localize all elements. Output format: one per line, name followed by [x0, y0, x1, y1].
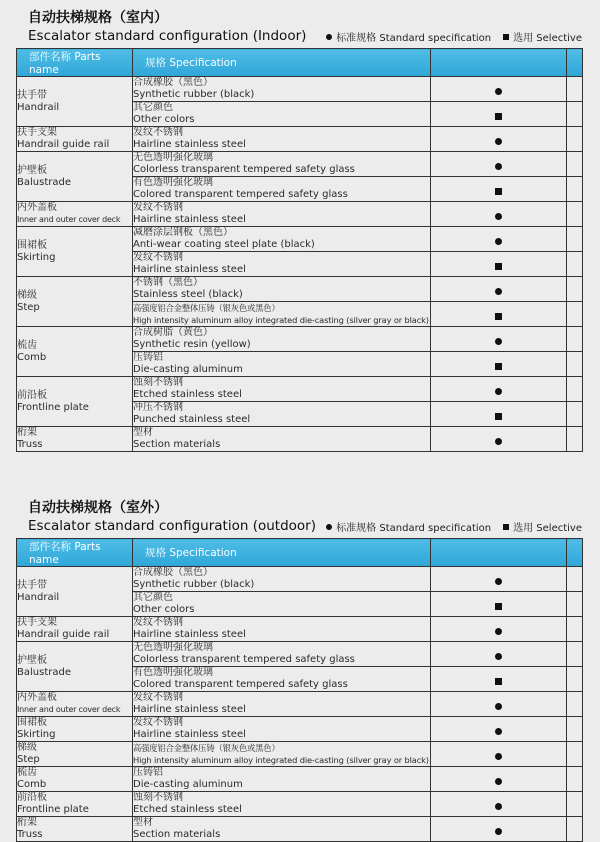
blank-header: [567, 539, 583, 567]
spec-en: High intensity aluminum alloy integrated die-casting (silver gray or black): [133, 755, 429, 765]
part-name-en: Balustrade: [17, 176, 71, 188]
selective-square-icon: [503, 34, 509, 40]
blank-cell: [567, 102, 583, 127]
spec-cn: 蚀刻不锈钢: [133, 792, 183, 803]
spec-en: High intensity aluminum alloy integrated die-casting (silver gray or black): [133, 315, 429, 325]
spec-cell: [133, 102, 431, 127]
outdoor-spec-table: [16, 538, 583, 842]
part-name-cell: [17, 817, 133, 842]
table-row: [17, 567, 583, 592]
mark-cell: [431, 252, 567, 277]
mark-cell: [431, 77, 567, 102]
legend-selective-label: 选用 Selective: [513, 33, 582, 44]
spec-cn: 发纹不锈钢: [133, 202, 183, 213]
mark-cell: [431, 692, 567, 717]
part-name-cell: [17, 377, 133, 427]
part-name-en: Truss: [17, 829, 43, 840]
selective-square-icon: [495, 603, 502, 610]
spec-cn: 高强度铝合金整体压铸（银灰色或黑色）: [133, 303, 280, 313]
part-name-cn: 扶手支架: [17, 127, 57, 138]
spec-en: Other colors: [133, 114, 195, 125]
spec-cell: [133, 177, 431, 202]
part-name-en: Truss: [17, 439, 43, 450]
part-name-cell: [17, 127, 133, 152]
standard-dot-icon: [495, 163, 502, 170]
mark-cell: [431, 427, 567, 452]
spec-en: Synthetic rubber (black): [133, 579, 255, 590]
blank-cell: [567, 252, 583, 277]
mark-cell: [431, 127, 567, 152]
indoor-spec-table: [16, 48, 583, 452]
blank-cell: [567, 767, 583, 792]
part-name-en: Inner and outer cover deck: [17, 215, 121, 224]
blank-cell: [567, 667, 583, 692]
part-name-cell: [17, 717, 133, 742]
indoor-title-en: Escalator standard configuration (Indoor): [28, 28, 307, 44]
blank-cell: [567, 202, 583, 227]
spec-cell: [133, 152, 431, 177]
spec-cell: [133, 692, 431, 717]
spec-en: Colored transparent tempered safety glass: [133, 189, 348, 200]
blank-cell: [567, 77, 583, 102]
selective-square-icon: [495, 263, 502, 270]
spec-cn: 压铸铝: [133, 767, 163, 778]
part-name-cell: [17, 567, 133, 617]
part-name-cell: [17, 767, 133, 792]
standard-dot-icon: [495, 288, 502, 295]
standard-dot-icon: [495, 213, 502, 220]
spec-cn: 减磨涂层钢板（黑色）: [133, 227, 233, 238]
selective-square-icon: [495, 413, 502, 420]
spec-cell: [133, 617, 431, 642]
selective-square-icon: [495, 678, 502, 685]
mark-cell: [431, 302, 567, 327]
spec-cn: 合成橡胶（黑色）: [133, 77, 213, 88]
mark-cell: [431, 377, 567, 402]
spec-en: Hairline stainless steel: [133, 704, 246, 715]
standard-dot-icon: [326, 34, 332, 40]
blank-cell: [567, 177, 583, 202]
spec-cell: [133, 642, 431, 667]
mark-cell: [431, 642, 567, 667]
spec-cell: [133, 717, 431, 742]
spec-en: Synthetic rubber (black): [133, 89, 255, 100]
part-name-cell: [17, 692, 133, 717]
spec-cn: 发纹不锈钢: [133, 717, 183, 728]
standard-dot-icon: [495, 578, 502, 585]
spec-cn: 型材: [133, 817, 153, 828]
part-name-en: Inner and outer cover deck: [17, 705, 121, 714]
table-row: [17, 792, 583, 817]
spec-cell: [133, 427, 431, 452]
blank-cell: [567, 427, 583, 452]
table-row: [17, 617, 583, 642]
mark-cell: [431, 792, 567, 817]
specification-header: 规格 Specification: [133, 539, 431, 567]
spec-cell: [133, 327, 431, 352]
spec-cn: 发纹不锈钢: [133, 617, 183, 628]
spec-en: Hairline stainless steel: [133, 629, 246, 640]
part-name-en: Skirting: [17, 251, 56, 263]
blank-cell: [567, 742, 583, 767]
part-name-cn: 扶手带: [17, 89, 47, 101]
spec-cell: [133, 592, 431, 617]
table-row: [17, 327, 583, 352]
spec-cn: 高强度铝合金整体压铸（银灰色或黑色）: [133, 743, 280, 753]
parts-name-header: 部件名称 Parts name: [17, 539, 133, 567]
standard-dot-icon: [495, 338, 502, 345]
spec-en: Punched stainless steel: [133, 414, 251, 425]
spec-cn: 蚀刻不锈钢: [133, 377, 183, 388]
legend-standard-label: 标准规格 Standard specification: [336, 33, 492, 44]
blank-cell: [567, 617, 583, 642]
part-name-cn: 前沿板: [17, 389, 47, 401]
spec-cn: 冲压不锈钢: [133, 402, 183, 413]
part-name-cn: 围裙板: [17, 717, 47, 728]
standard-dot-icon: [495, 628, 502, 635]
part-name-en: Handrail: [17, 591, 60, 603]
spec-en: Section materials: [133, 439, 221, 450]
part-name-cn: 前沿板: [17, 792, 47, 803]
blank-cell: [567, 817, 583, 842]
spec-cell: [133, 402, 431, 427]
blank-cell: [567, 692, 583, 717]
outdoor-title-en: Escalator standard configuration (outdoor): [28, 518, 316, 534]
blank-cell: [567, 792, 583, 817]
part-name-cn: 梯级: [17, 289, 37, 301]
spec-cn: 型材: [133, 427, 153, 438]
spec-cell: [133, 127, 431, 152]
mark-cell: [431, 152, 567, 177]
standard-dot-icon: [495, 438, 502, 445]
blank-header: [567, 49, 583, 77]
part-name-cell: [17, 327, 133, 377]
part-name-en: Balustrade: [17, 666, 71, 678]
spec-cell: [133, 252, 431, 277]
spec-cell: [133, 377, 431, 402]
spec-en: Section materials: [133, 829, 221, 840]
spec-cn: 无色透明强化玻璃: [133, 642, 213, 653]
blank-cell: [567, 302, 583, 327]
part-name-en: Comb: [17, 351, 47, 363]
mark-cell: [431, 352, 567, 377]
standard-dot-icon: [495, 388, 502, 395]
table-row: [17, 127, 583, 152]
blank-cell: [567, 352, 583, 377]
mark-header: [431, 49, 567, 77]
selective-square-icon: [495, 363, 502, 370]
part-name-en: Skirting: [17, 729, 56, 740]
part-name-en: Handrail guide rail: [17, 139, 110, 150]
part-name-cn: 梳齿: [17, 339, 37, 351]
spec-en: Anti-wear coating steel plate (black): [133, 239, 315, 250]
mark-cell: [431, 402, 567, 427]
part-name-cell: [17, 792, 133, 817]
spec-cn: 有色透明强化玻璃: [133, 667, 213, 678]
table-row: [17, 77, 583, 102]
spec-cell: [133, 767, 431, 792]
standard-dot-icon: [495, 753, 502, 760]
spec-cell: [133, 667, 431, 692]
part-name-en: Step: [17, 301, 40, 313]
spec-en: Etched stainless steel: [133, 389, 242, 400]
mark-cell: [431, 202, 567, 227]
part-name-en: Frontline plate: [17, 401, 89, 413]
part-name-en: Handrail: [17, 101, 60, 113]
spec-en: Stainless steel (black): [133, 289, 243, 300]
spec-en: Die-casting aluminum: [133, 364, 243, 375]
part-name-en: Comb: [17, 779, 47, 790]
table-row: [17, 642, 583, 667]
part-name-cell: [17, 152, 133, 202]
part-name-cn: 扶手支架: [17, 617, 57, 628]
part-name-cn: 内外盖板: [17, 202, 57, 213]
mark-cell: [431, 742, 567, 767]
mark-cell: [431, 617, 567, 642]
table-row: [17, 427, 583, 452]
part-name-cn: 护壁板: [17, 164, 47, 176]
standard-dot-icon: [495, 828, 502, 835]
blank-cell: [567, 717, 583, 742]
table-row: [17, 202, 583, 227]
indoor-title-cn: 自动扶梯规格（室内）: [28, 10, 168, 26]
part-name-cell: [17, 227, 133, 277]
spec-cell: [133, 77, 431, 102]
mark-cell: [431, 177, 567, 202]
selective-square-icon: [495, 113, 502, 120]
standard-dot-icon: [495, 88, 502, 95]
legend-selective-label: 选用 Selective: [513, 523, 582, 534]
table-row: [17, 742, 583, 767]
mark-cell: [431, 717, 567, 742]
spec-cell: [133, 567, 431, 592]
blank-cell: [567, 592, 583, 617]
part-name-en: Step: [17, 754, 40, 765]
standard-dot-icon: [495, 803, 502, 810]
spec-cell: [133, 352, 431, 377]
blank-cell: [567, 402, 583, 427]
specification-header: 规格 Specification: [133, 49, 431, 77]
table-row: [17, 277, 583, 302]
table-row: [17, 767, 583, 792]
table-row: [17, 692, 583, 717]
standard-dot-icon: [495, 703, 502, 710]
blank-cell: [567, 127, 583, 152]
spec-cell: [133, 277, 431, 302]
mark-cell: [431, 327, 567, 352]
blank-cell: [567, 377, 583, 402]
part-name-cell: [17, 77, 133, 127]
outdoor-section: [16, 500, 582, 842]
spec-en: Die-casting aluminum: [133, 779, 243, 790]
part-name-cn: 围裙板: [17, 239, 47, 251]
blank-cell: [567, 327, 583, 352]
part-name-cell: [17, 277, 133, 327]
mark-cell: [431, 567, 567, 592]
standard-dot-icon: [495, 728, 502, 735]
selective-square-icon: [495, 313, 502, 320]
spec-cn: 无色透明强化玻璃: [133, 152, 213, 163]
table-row: [17, 152, 583, 177]
part-name-cell: [17, 427, 133, 452]
part-name-cn: 护壁板: [17, 654, 47, 666]
standard-dot-icon: [495, 138, 502, 145]
indoor-section: [16, 10, 582, 452]
part-name-cn: 梳齿: [17, 767, 37, 778]
table-row: [17, 817, 583, 842]
part-name-cell: [17, 617, 133, 642]
spec-cn: 有色透明强化玻璃: [133, 177, 213, 188]
part-name-cell: [17, 642, 133, 692]
parts-name-header: 部件名称 Parts name: [17, 49, 133, 77]
spec-cn: 合成橡胶（黑色）: [133, 567, 213, 578]
part-name-en: Handrail guide rail: [17, 629, 110, 640]
spec-cn: 其它颜色: [133, 592, 173, 603]
spec-cn: 压铸铝: [133, 352, 163, 363]
table-row: [17, 717, 583, 742]
spec-cn: 合成树脂（黄色）: [133, 327, 213, 338]
spec-en: Colorless transparent tempered safety glass: [133, 164, 355, 175]
part-name-cn: 内外盖板: [17, 692, 57, 703]
mark-cell: [431, 102, 567, 127]
part-name-cell: [17, 202, 133, 227]
spec-en: Other colors: [133, 604, 195, 615]
spec-en: Hairline stainless steel: [133, 264, 246, 275]
outdoor-title-cn: 自动扶梯规格（室外）: [28, 500, 168, 516]
blank-cell: [567, 152, 583, 177]
spec-en: Etched stainless steel: [133, 804, 242, 815]
spec-cell: [133, 302, 431, 327]
indoor-legend: [326, 29, 582, 44]
table-row: [17, 377, 583, 402]
mark-cell: [431, 767, 567, 792]
legend-standard-label: 标准规格 Standard specification: [336, 523, 492, 534]
spec-cn: 发纹不锈钢: [133, 127, 183, 138]
mark-cell: [431, 592, 567, 617]
spec-cell: [133, 227, 431, 252]
mark-cell: [431, 817, 567, 842]
spec-cn: 不锈钢（黑色）: [133, 277, 203, 288]
selective-square-icon: [503, 524, 509, 530]
spec-en: Synthetic resin (yellow): [133, 339, 251, 350]
standard-dot-icon: [495, 778, 502, 785]
blank-cell: [567, 642, 583, 667]
part-name-en: Frontline plate: [17, 804, 89, 815]
blank-cell: [567, 227, 583, 252]
part-name-cell: [17, 742, 133, 767]
part-name-cn: 扶手带: [17, 579, 47, 591]
part-name-cn: 桁架: [17, 817, 37, 828]
spec-cn: 发纹不锈钢: [133, 252, 183, 263]
part-name-cn: 桁架: [17, 427, 37, 438]
standard-dot-icon: [495, 653, 502, 660]
standard-dot-icon: [326, 524, 332, 530]
mark-cell: [431, 667, 567, 692]
blank-cell: [567, 567, 583, 592]
spec-cell: [133, 817, 431, 842]
spec-cn: 发纹不锈钢: [133, 692, 183, 703]
part-name-cn: 梯级: [17, 742, 37, 753]
spec-cell: [133, 792, 431, 817]
spec-cn: 其它颜色: [133, 102, 173, 113]
outdoor-legend: [326, 519, 582, 534]
spec-en: Hairline stainless steel: [133, 139, 246, 150]
spec-cell: [133, 742, 431, 767]
spec-en: Hairline stainless steel: [133, 214, 246, 225]
mark-cell: [431, 227, 567, 252]
spec-en: Hairline stainless steel: [133, 729, 246, 740]
standard-dot-icon: [495, 238, 502, 245]
spec-en: Colored transparent tempered safety glass: [133, 679, 348, 690]
mark-cell: [431, 277, 567, 302]
mark-header: [431, 539, 567, 567]
selective-square-icon: [495, 188, 502, 195]
table-row: [17, 227, 583, 252]
blank-cell: [567, 277, 583, 302]
spec-cell: [133, 202, 431, 227]
spec-en: Colorless transparent tempered safety glass: [133, 654, 355, 665]
